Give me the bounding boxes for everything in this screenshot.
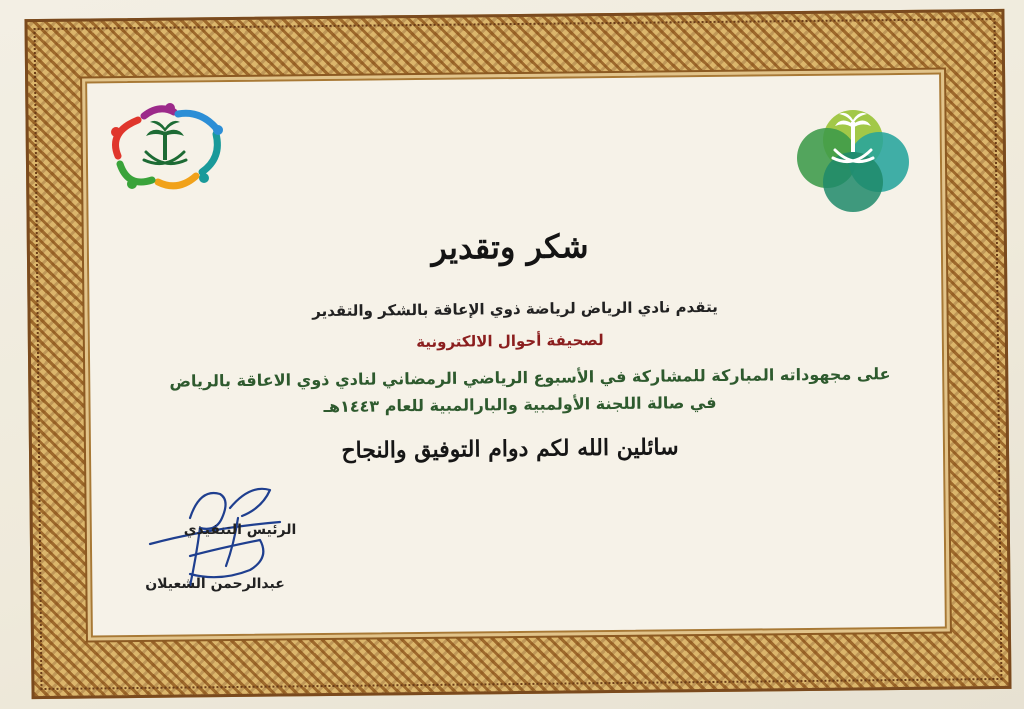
venue-year-line: في صالة اللجنة الأولمبية والبارالمبية للعام ١٤٤٣هـ xyxy=(323,392,717,417)
presenter-line: يتقدم نادي الرياض لرياضة ذوي الإعاقة بالشكر والتقدير xyxy=(312,297,718,321)
saudi-emblem-flower-logo-icon xyxy=(104,102,228,194)
reason-line: على مجهوداته المباركة للمشاركة في الأسبوع الرياضي الرمضاني لنادي ذوي الاعاقة بالرياض xyxy=(169,364,891,391)
recipient-line: لصحيفة أحوال الالكترونية xyxy=(416,331,604,351)
certificate-title: شكر وتقدير xyxy=(431,227,589,267)
closing-wish: سائلين الله لكم دوام التوفيق والنجاح xyxy=(341,434,679,464)
saudi-emblem-circles-logo-icon xyxy=(795,106,913,218)
signatory-title: الرئيس التنفيذي xyxy=(183,522,297,538)
signatory-name: عبدالرحمن الشعيلان xyxy=(145,576,285,592)
